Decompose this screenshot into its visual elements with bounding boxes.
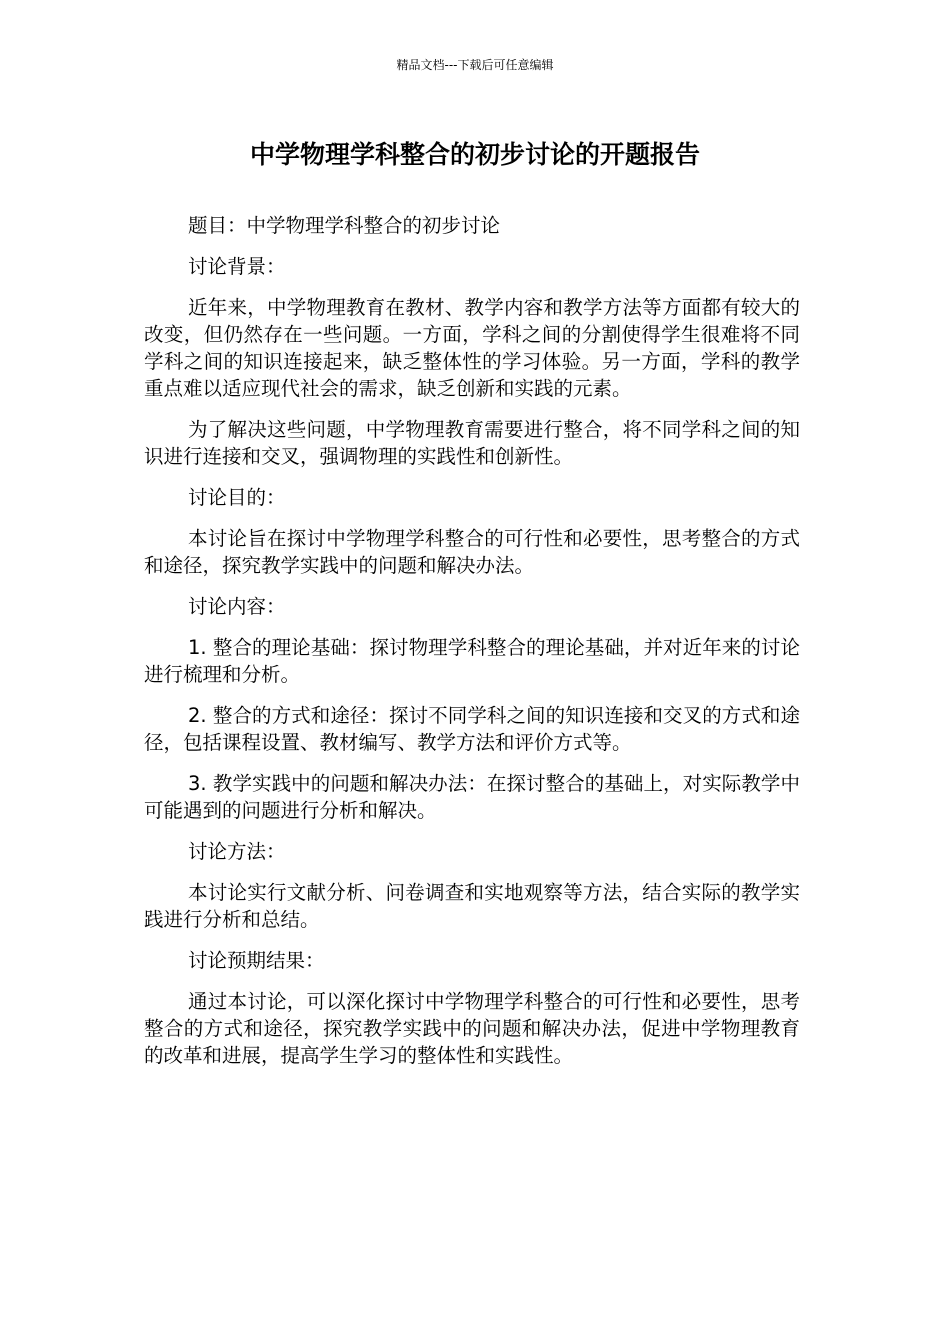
document-title: 中学物理学科整合的初步讨论的开题报告 — [249, 140, 700, 169]
topic-line: 题目：中学物理学科整合的初步讨论 — [188, 214, 501, 237]
document-body — [144, 212, 800, 1083]
section-heading-background: 讨论背景： — [188, 255, 286, 278]
header-note: 精品文档---下载后可任意编辑 — [396, 58, 554, 72]
section-heading-expected-results: 讨论预期结果： — [188, 949, 325, 972]
section-heading-method: 讨论方法： — [188, 840, 286, 863]
content-item-3: 3. 教学实践中的问题和解决办法：在探讨整合的基础上，对实际教学中可能遇到的问题进行分析和解决。 — [144, 772, 800, 822]
purpose-paragraph: 本讨论旨在探讨中学物理学科整合的可行性和必要性，思考整合的方式和途径，探究教学实践中的问题和解决办法。 — [144, 527, 800, 577]
background-paragraph-2: 为了解决这些问题，中学物理教育需要进行整合，将不同学科之间的知识进行连接和交叉，强调物理的实践性和创新性。 — [144, 418, 800, 468]
section-heading-purpose: 讨论目的： — [188, 486, 286, 509]
expected-results-paragraph: 通过本讨论，可以深化探讨中学物理学科整合的可行性和必要性，思考整合的方式和途径，探究教学实践中的问题和解决办法，促进中学物理教育的改革和进展，提高学生学习的整体性和实践性。 — [144, 990, 800, 1067]
content-item-2: 2. 整合的方式和途径：探讨不同学科之间的知识连接和交叉的方式和途径，包括课程设置、教材编写、教学方法和评价方式等。 — [144, 704, 800, 754]
content-item-1: 1. 整合的理论基础：探讨物理学科整合的理论基础，并对近年来的讨论进行梳理和分析。 — [144, 636, 800, 686]
method-paragraph: 本讨论实行文献分析、问卷调查和实地观察等方法，结合实际的教学实践进行分析和总结。 — [144, 881, 800, 931]
background-paragraph-1: 近年来，中学物理教育在教材、教学内容和教学方法等方面都有较大的改变，但仍然存在一些问题。一方面，学科之间的分割使得学生很难将不同学科之间的知识连接起来，缺乏整体性的学习体验。另一方面，学科的教学重点难以适应现代社会的需求，缺乏创新和实践的元素。 — [144, 296, 800, 400]
section-heading-content: 讨论内容： — [188, 595, 286, 618]
